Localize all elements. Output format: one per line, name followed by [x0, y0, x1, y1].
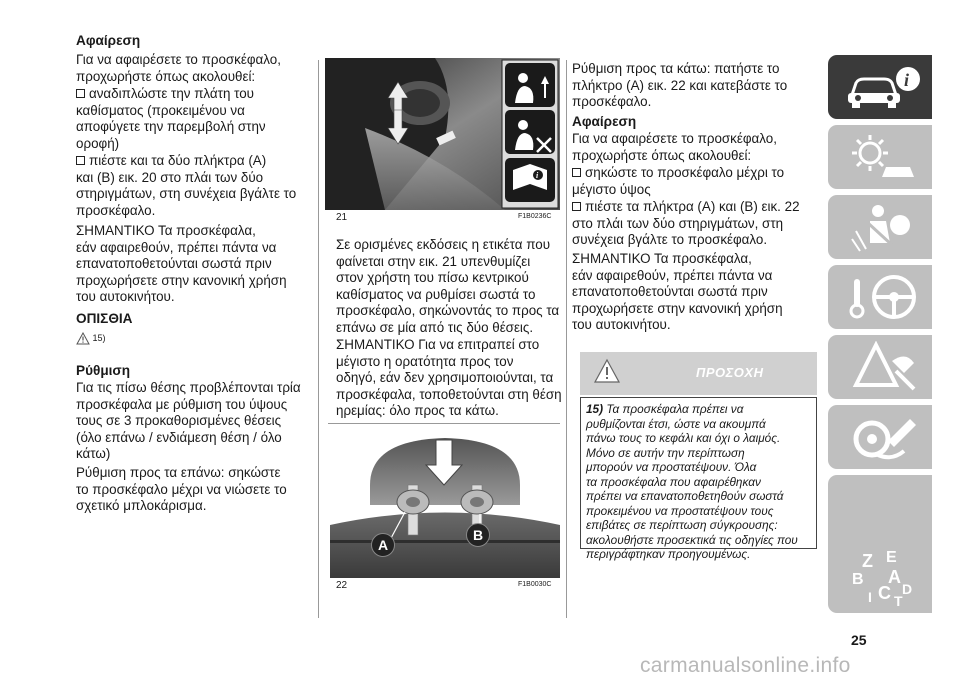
text-line: προσκέφαλο. — [76, 202, 156, 218]
bullet-item — [572, 199, 800, 249]
checkbox-icon — [572, 202, 581, 211]
heading-remove: Αφαίρεση — [76, 33, 141, 48]
text-line: του αυτοκινήτου. — [572, 317, 671, 333]
text-line: προχωρήστε όπως ακολουθεί: — [76, 69, 256, 84]
svg-text:i: i — [536, 171, 539, 180]
page-number: 25 — [851, 632, 867, 648]
middle-important — [336, 337, 560, 420]
warning-banner — [580, 352, 817, 395]
figure-21 — [325, 58, 560, 210]
important-note — [572, 251, 783, 334]
text-line: περιγράφτηκαν προηγουμένως. — [586, 547, 751, 561]
text-line: προσκέφαλα, τοποθετούνται στη θέση — [336, 386, 562, 402]
label-b-badge: B — [466, 523, 490, 547]
warning-triangle-icon — [594, 358, 620, 384]
text-line: ακολουθήστε προσεκτικά τις οδηγίες που — [586, 532, 798, 547]
text-line: καθίσματος (προκειμένου να — [76, 102, 245, 118]
bullet-item — [76, 153, 296, 219]
tab-emergency[interactable] — [828, 335, 932, 399]
text-line: Μόνο σε αυτήν την περίπτωση — [586, 445, 745, 460]
watermark: carmanualsonline.info — [640, 654, 851, 677]
label-a-badge: A — [371, 533, 395, 557]
ref-number: 15) — [92, 332, 106, 343]
warning-title: ΠΡΟΣΟΧΗ — [696, 365, 764, 380]
text-line: προσκέφαλα με ρύθμιση του ύψους — [76, 396, 288, 412]
emergency-icon — [852, 341, 922, 393]
adjust-paragraph — [76, 380, 301, 463]
text-line: πάνω τους το κεφάλι και όχι ο λαιμός. — [586, 431, 781, 445]
index-letter: C — [878, 583, 891, 603]
svg-text:i: i — [904, 70, 910, 90]
text-line: προσκέφαλο, σηκώνοντάς το προς τα — [336, 303, 560, 319]
text-line: Για να αφαιρέσετε το προσκέφαλο, — [76, 52, 281, 67]
warning-content — [580, 397, 817, 561]
text-line: επανατοποθετούνται σωστά πριν — [572, 284, 768, 300]
text-line: προχωρήστε όπως ακολουθεί: — [572, 148, 752, 163]
maintenance-icon — [848, 411, 922, 463]
figure-divider — [328, 423, 560, 424]
text-line: του αυτοκινήτου. — [76, 289, 175, 305]
text-line: ΣΗΜΑΝΤΙΚΟ Για να επιτραπεί στο — [336, 337, 540, 352]
warning-triangle-icon — [76, 332, 90, 345]
text-line: επάνω σε μία από τις δύο θέσεις. — [336, 319, 534, 335]
heading-remove: Αφαίρεση — [572, 114, 637, 129]
figure-22-code: F1B0030C — [518, 581, 552, 588]
text-line: επανατοποθετούνται σωστά πριν — [76, 256, 272, 272]
figure-21-number: 21 — [336, 212, 348, 223]
text-line: ηρεμίας: όλο προς τα κάτω. — [336, 403, 499, 419]
column-divider — [566, 60, 567, 618]
up-paragraph — [76, 465, 287, 515]
text-line: ΣΗΜΑΝΤΙΚΟ Τα προσκέφαλα, — [76, 223, 256, 238]
figure-22 — [330, 430, 560, 578]
headrest-buttons-illustration — [330, 430, 560, 578]
text-line: εάν αφαιρεθούν, πρέπει πάντα να — [572, 267, 773, 283]
text-line: αποφύγετε την παρεμβολή στην — [76, 119, 266, 135]
index-letter: T — [894, 593, 903, 609]
text-line: το προσκέφαλο μέχρι να νιώσετε το — [76, 481, 287, 497]
checkbox-icon — [76, 156, 85, 165]
text-line: τους σε 3 προκαθορισμένες θέσεις — [76, 413, 282, 429]
tab-starting-driving[interactable] — [828, 265, 932, 329]
down-paragraph — [572, 61, 787, 111]
index-letter: A — [888, 567, 901, 587]
important-note — [76, 223, 287, 306]
heading-adjust: Ρύθμιση — [76, 363, 131, 378]
text-line: αναδιπλώστε την πλάτη του — [89, 86, 254, 101]
text-line: (όλο επάνω / ενδιάμεση θέση / όλο — [76, 429, 282, 445]
tab-warning-lights[interactable] — [828, 125, 932, 189]
text-line: μέγιστο η ορατότητα προς τον — [336, 353, 514, 369]
text-line: Για να αφαιρέσετε το προσκέφαλο, — [572, 131, 777, 146]
checkbox-icon — [572, 168, 581, 177]
text-line: οδηγό, εάν δεν χρησιμοποιούνται, τα — [336, 370, 554, 386]
warning-number: 15) — [586, 402, 604, 416]
text-line: καθίσματος να ρυθμίσει σωστά το — [336, 286, 536, 302]
warning-text — [586, 402, 798, 562]
figure-22-number: 22 — [336, 580, 348, 591]
text-line: σχετικό μπλοκάρισμα. — [76, 498, 207, 514]
headrest-label-illustration — [325, 58, 560, 210]
text-line: πιέστε και τα δύο πλήκτρα (A) — [89, 153, 267, 168]
bullet-item — [76, 86, 266, 152]
text-line: συνέχεια βγάλτε το προσκέφαλο. — [572, 232, 768, 248]
text-line: οροφή) — [76, 135, 120, 151]
text-line: πρέπει να επανατοποθετηθούν σωστά — [586, 489, 784, 503]
text-line: φαίνεται στην εικ. 21 υπενθυμίζει — [336, 253, 531, 269]
warning-lights-icon — [842, 133, 920, 181]
text-line: ρυθμίζονται έτσι, ώστε να ακουμπά — [586, 416, 766, 431]
text-line: Ρύθμιση προς τα επάνω: σηκώστε — [76, 465, 281, 480]
text-line: στηριγμάτων, στη συνέχεια βγάλτε το — [76, 186, 297, 202]
index-letter: D — [902, 581, 913, 597]
text-line: πιέστε τα πλήκτρα (A) και (B) εικ. 22 — [585, 199, 800, 214]
text-line: Για τις πίσω θέσης προβλέπονται τρία — [76, 380, 301, 395]
tab-safety[interactable] — [828, 195, 932, 259]
text-line: τα προσκέφαλα που αφαιρέθηκαν — [586, 474, 761, 489]
reference-note — [76, 332, 106, 345]
text-line: και (B) εικ. 20 στο πλάι των δύο — [76, 169, 264, 185]
text-line: κάτω) — [76, 446, 111, 462]
heading-rear: ΟΠΙΣΘΙΑ — [76, 311, 133, 326]
middle-paragraph — [336, 237, 560, 337]
bullet-item — [572, 165, 784, 198]
text-line: μέγιστο ύψος — [572, 181, 651, 197]
text-line: προσκέφαλο. — [572, 94, 652, 110]
text-line: προχωρήσετε στην κανονική χρήση — [76, 272, 287, 288]
index-letter: I — [868, 589, 872, 605]
text-line: εάν αφαιρεθούν, πρέπει πάντα να — [76, 239, 277, 255]
text-line: Τα προσκέφαλα πρέπει να — [606, 402, 744, 416]
checkbox-icon — [76, 89, 85, 98]
text-line: ΣΗΜΑΝΤΙΚΟ Τα προσκέφαλα, — [572, 251, 752, 266]
text-line: προχωρήσετε στην κανονική χρήση — [572, 300, 783, 316]
text-line: επιβάτες σε περίπτωση σύγκρουσης: — [586, 518, 778, 532]
index-letters — [828, 475, 932, 613]
index-letter: E — [886, 549, 897, 566]
text-line: μπορούν να προστατέψουν. Όλα — [586, 460, 757, 474]
text-line: στον χρήστη του πίσω κεντρικού — [336, 270, 529, 286]
column-divider — [318, 60, 319, 618]
index-letter: B — [852, 571, 864, 588]
airbag-icon — [848, 201, 918, 253]
index-letter: Z — [862, 551, 873, 571]
text-line: στο πλάι των δύο στηριγμάτων, στη — [572, 215, 784, 231]
car-info-icon — [844, 65, 922, 109]
text-line: Σε ορισμένες εκδόσεις η ετικέτα που — [336, 237, 551, 252]
figure-21-code: F1B0236C — [518, 213, 552, 220]
tab-car-info[interactable] — [828, 55, 932, 119]
text-line: σηκώστε το προσκέφαλο μέχρι το — [585, 165, 785, 180]
steering-wheel-icon — [846, 271, 920, 323]
tab-maintenance[interactable] — [828, 405, 932, 469]
text-line: Ρύθμιση προς τα κάτω: πατήστε το — [572, 61, 780, 76]
tab-index[interactable] — [828, 475, 932, 613]
text-line: πλήκτρο (A) εικ. 22 και κατεβάστε το — [572, 77, 788, 93]
text-line: προκειμένου να προστατέψουν τους — [586, 503, 774, 518]
